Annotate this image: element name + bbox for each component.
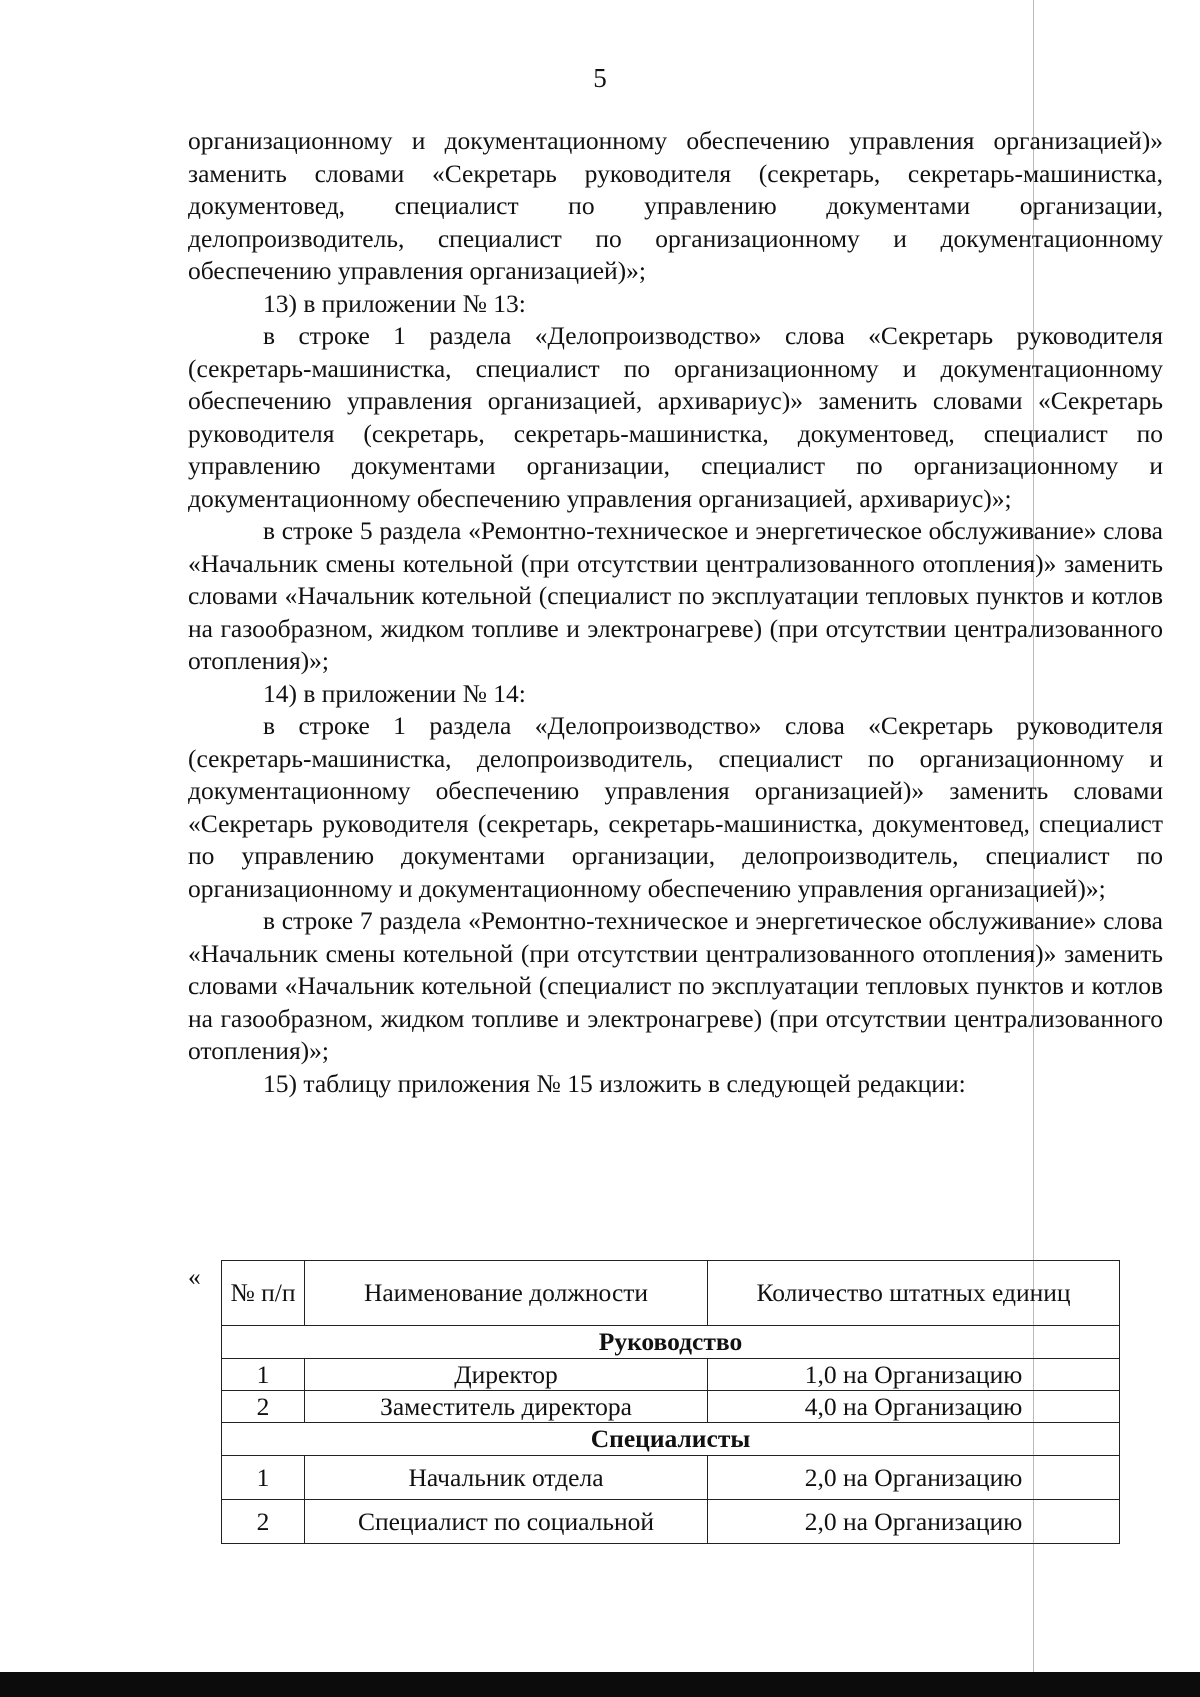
paragraph-item-15: 15) таблицу приложения № 15 изложить в следующей редакции: [263,1068,966,1098]
paragraph-continuation: организационному и документационному обеспечению управления организацией)» заменить словами «Секретарь руководителя (секретарь, секретарь-машинистка, документовед, специалист по управлению документами организации, делопроизводитель, специалист по организационному и документационному обеспечению управления организацией)»; [188,126,1163,285]
paragraph-13-row-5: в строке 5 раздела «Ремонтно-техническое и энергетическое обслуживание» слова «Начальник смены котельной (при отсутствии централизованного отопления)» заменить словами «Начальник котельной (специалист по эксплуатации тепловых пунктов и котлов на газообразном, жидком топливе и электронагреве) (при отсутствии централизованного отопления)»; [188,516,1163,675]
header-position-name: Наименование должности [305,1261,708,1326]
row-num: 2 [222,1500,305,1544]
scan-bottom-edge [0,1672,1200,1697]
table-section-row [222,1326,1120,1359]
header-num: № п/п [222,1261,305,1326]
document-body [188,125,1163,1100]
row-num: 1 [222,1456,305,1500]
row-num: 2 [222,1391,305,1423]
row-position-name: Начальник отдела [305,1456,708,1500]
paragraph-14-row-7: в строке 7 раздела «Ремонтно-техническое и энергетическое обслуживание» слова «Начальник смены котельной (при отсутствии централизованного отопления)» заменить словами «Начальник котельной (специалист по эксплуатации тепловых пунктов и котлов на газообразном, жидком топливе и электронагреве) (при отсутствии централизованного отопления)»; [188,906,1163,1065]
section-title-management: Руководство [222,1326,1120,1359]
staff-table [221,1260,1120,1544]
paragraph-14-row-1: в строке 1 раздела «Делопроизводство» слова «Секретарь руководителя (секретарь-машинистка, делопроизводитель, специалист по организационному и документационному обеспечению управления организацией)» заменить словами «Секретарь руководителя (секретарь, секретарь-машинистка, документовед, специалист по управлению документами организации, делопроизводитель, специалист по организационному и документационному обеспечению управления организацией)»; [188,711,1163,903]
header-staff-count: Количество штатных единиц [708,1261,1120,1326]
table-row [222,1456,1120,1500]
row-staff-count: 1,0 на Организацию [708,1359,1120,1391]
row-staff-count: 2,0 на Организацию [708,1500,1120,1544]
table-row [222,1500,1120,1544]
paragraph-13-row-1: в строке 1 раздела «Делопроизводство» слова «Секретарь руководителя (секретарь-машинистка, специалист по организационному и документационному обеспечению управления организацией, архивариус)» заменить словами «Секретарь руководителя (секретарь, секретарь-машинистка, документовед, специалист по управлению документами организации, специалист по организационному и документационному обеспечению управления организацией, архивариус)»; [188,321,1163,513]
table-row [222,1391,1120,1423]
paragraph-item-14: 14) в приложении № 14: [263,678,526,708]
table-section-row [222,1423,1120,1456]
page-number: 5 [593,63,607,93]
row-position-name: Специалист по социальной [305,1500,708,1544]
paragraph-item-13: 13) в приложении № 13: [263,288,526,318]
scan-fold-line [1033,0,1034,1672]
section-title-specialists: Специалисты [222,1423,1120,1456]
row-position-name: Директор [305,1359,708,1391]
row-staff-count: 4,0 на Организацию [708,1391,1120,1423]
row-num: 1 [222,1359,305,1391]
row-position-name: Заместитель директора [305,1391,708,1423]
row-staff-count: 2,0 на Организацию [708,1456,1120,1500]
table-header-row [222,1261,1120,1326]
opening-quote: « [188,1262,201,1291]
table-row [222,1359,1120,1391]
